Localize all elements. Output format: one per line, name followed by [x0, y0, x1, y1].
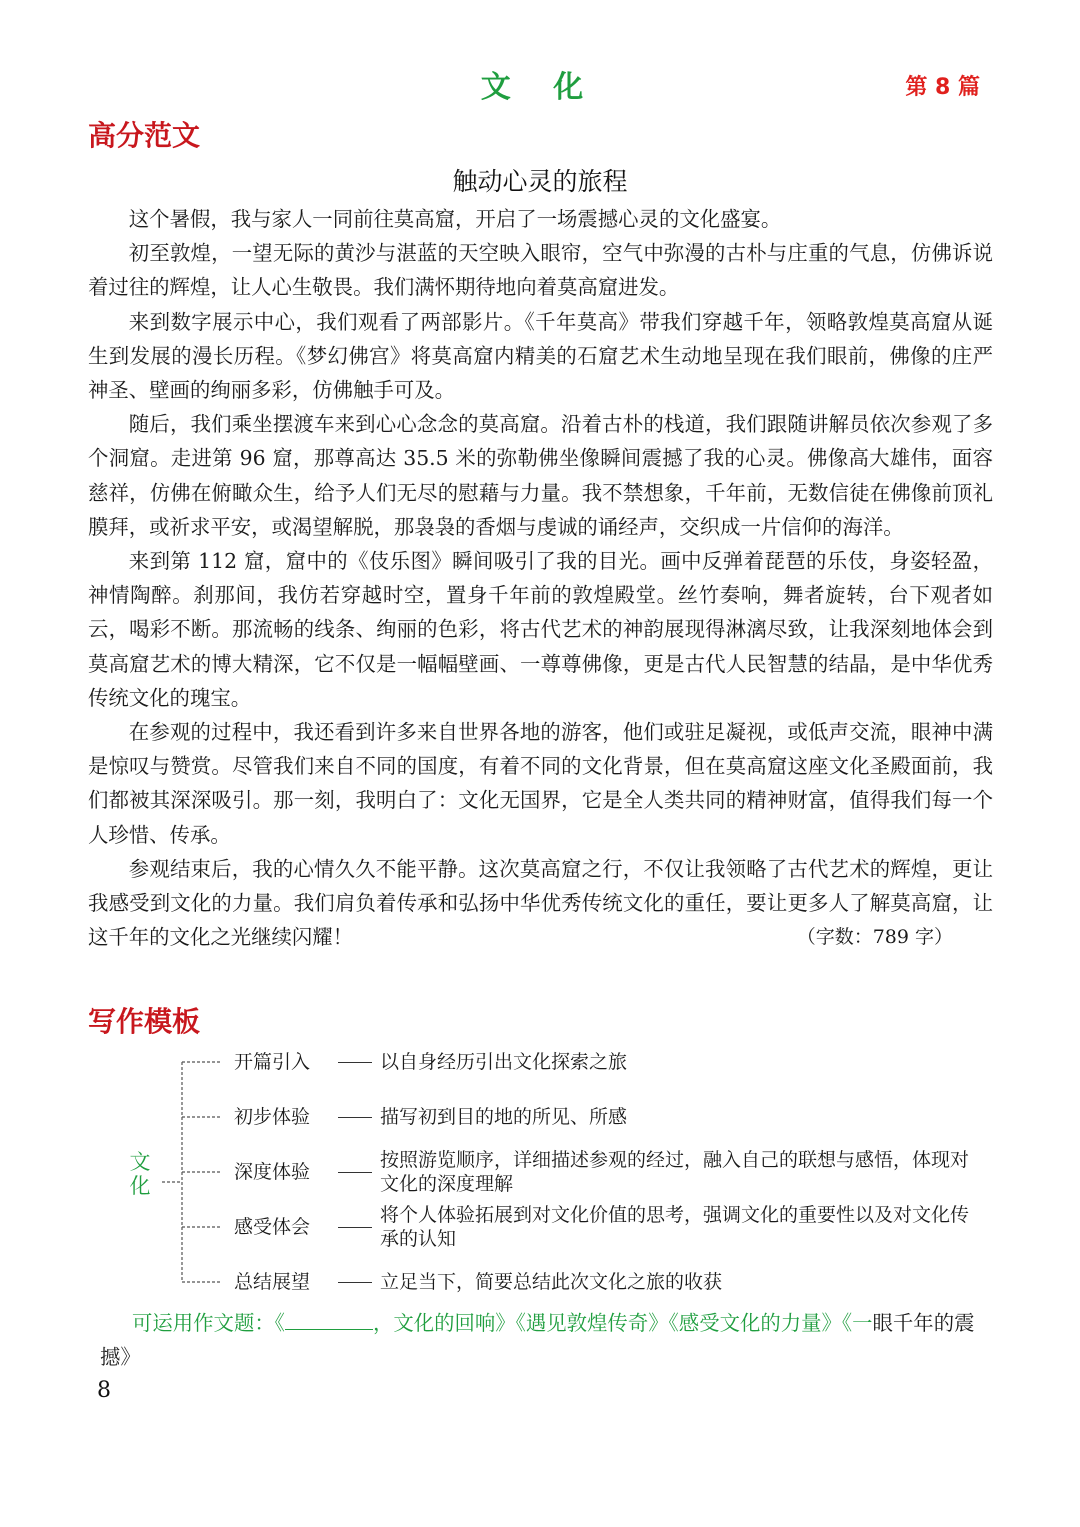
title-4-end: 眼千年的震撼》	[100, 1311, 975, 1369]
essay-paragraph: 来到数字展示中心，我们观看了两部影片。《千年莫高》带我们穿越千年，领略敦煌莫高窟从诞生到发展的漫长历程。《梦幻佛宫》将莫高窟内精美的石窟艺术生动地呈现在我们眼前，佛像的庄严神圣、壁画的绚丽多彩，仿佛触手可及。	[88, 309, 993, 403]
page-number: 8	[97, 1378, 111, 1403]
essay-title: 触动心灵的旅程	[452, 167, 628, 196]
branch-description: 立足当下，简要总结此次文化之旅的收获	[380, 1271, 723, 1293]
branch-dash	[338, 1282, 372, 1283]
page-topic: 文 化	[480, 70, 600, 105]
title-4-start: 《一	[841, 1311, 873, 1335]
template-root: 文化	[129, 1150, 151, 1198]
branch-label: 总结展望	[234, 1271, 311, 1293]
branch-label: 感受体会	[234, 1216, 311, 1238]
essay-paragraph: 在参观的过程中，我还看到许多来自世界各地的游客，他们或驻足凝视，或低声交流，眼神中满是惊叹与赞赏。尽管我们来自不同的国度，有着不同的文化背景，但在莫高窟这座文化圣殿面前，我们都被其深深吸引。那一刻，我明白了：文化无国界，它是全人类共同的精神财富，值得我们每一个人珍惜、传承。	[88, 720, 993, 847]
fill-in-blank	[285, 1309, 373, 1330]
word-count: （字数：789 字）	[796, 926, 953, 949]
applicable-titles-prefix: 可运用作文题：	[132, 1311, 275, 1335]
essay-body	[88, 202, 993, 954]
essay-paragraph: 这个暑假，我与家人一同前往莫高窟，开启了一场震撼心灵的文化盛宴。	[128, 207, 782, 231]
essay-paragraph-last	[88, 852, 993, 955]
title-2: 《遇见敦煌传奇》	[515, 1311, 669, 1335]
issue-number: 第 8 篇	[905, 75, 980, 100]
branch-description: 以自身经历引出文化探索之旅	[380, 1051, 628, 1073]
branch-dash	[338, 1227, 372, 1228]
section-heading-template: 写作模板	[88, 1005, 201, 1038]
branch-description: 将个人体验拓展到对文化价值的思考，强调文化的重要性以及对文化传承的认知	[380, 1204, 970, 1250]
branch-dash	[338, 1117, 372, 1118]
writing-template-diagram	[120, 1040, 1020, 1300]
essay-paragraph: 随后，我们乘坐摆渡车来到心心念念的莫高窟。沿着古朴的栈道，我们跟随讲解员依次参观了多个洞窟。走进第 96 窟，那尊高达 35.5 米的弥勒佛坐像瞬间震撼了我的心灵。佛像高大雄伟，面容慈祥，仿佛在俯瞰众生，给予人们无尽的慰藉与力量。我不禁想象，千年前，无数信徒在佛像前顶礼膜拜，或祈求平安，或渴望解脱，那袅袅的香烟与虔诚的诵经声，交织成一片信仰的海洋。	[88, 412, 993, 539]
essay-paragraph: 来到第 112 窟，窟中的《伎乐图》瞬间吸引了我的目光。画中反弹着琵琶的乐伎，身姿轻盈，神情陶醉。刹那间，我仿若穿越时空，置身千年前的敦煌殿堂。丝竹奏响，舞者旋转，台下观者如云，喝彩不断。那流畅的线条、绚丽的色彩，将古代艺术的神韵展现得淋漓尽致，让我深刻地体会到莫高窟艺术的博大精深，它不仅是一幅幅壁画、一尊尊佛像，更是古代人民智慧的结晶，是中华优秀传统文化的瑰宝。	[88, 549, 993, 710]
branch-dash	[338, 1062, 372, 1063]
branch-label: 初步体验	[234, 1106, 311, 1128]
branch-description: 描写初到目的地的所见、所感	[380, 1106, 628, 1128]
branch-label: 开篇引入	[234, 1051, 311, 1073]
applicable-titles	[100, 1306, 980, 1374]
title-3: 《感受文化的力量》	[668, 1311, 842, 1335]
branch-dash	[338, 1172, 372, 1173]
essay-paragraph: 初至敦煌，一望无际的黄沙与湛蓝的天空映入眼帘，空气中弥漫的古朴与庄重的气息，仿佛诉说着过往的辉煌，让人心生敬畏。我们满怀期待地向着莫高窟进发。	[88, 241, 993, 300]
title-1-open: 《	[274, 1311, 285, 1335]
section-heading-essay: 高分范文	[88, 119, 201, 152]
branch-label: 深度体验	[234, 1161, 311, 1183]
branch-description: 按照游览顺序，详细描述参观的经过，融入自己的联想与感悟，体现对文化的深度理解	[380, 1149, 970, 1195]
title-1-rest: ，文化的回响》	[372, 1311, 516, 1335]
essay-paragraph-text: 参观结束后，我的心情久久不能平静。这次莫高窟之行，不仅让我领略了古代艺术的辉煌，更让我感受到文化的力量。我们肩负着传承和弘扬中华优秀传统文化的重任，要让更多人了解莫高窟，让这千年的文化之光继续闪耀！	[88, 856, 993, 950]
